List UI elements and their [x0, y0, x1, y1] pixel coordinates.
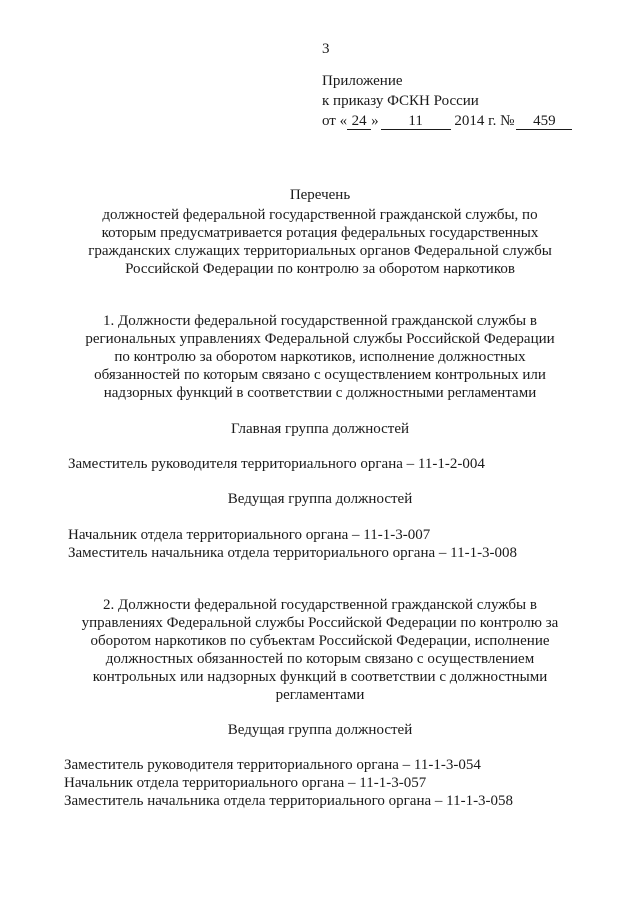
subtitle-line: которым предусматривается ротация федеральных государственных: [101, 225, 539, 241]
section-2-line: управлениях Федеральной службы Российской Федерации по контролю за: [81, 615, 559, 631]
section-1-line: надзорных функций в соответствии с должностными регламентами: [103, 385, 537, 401]
section-1-line: по контролю за оборотом наркотиков, исполнение должностных: [114, 349, 526, 365]
subtitle-line: должностей федеральной государственной гражданской службы, по: [102, 207, 538, 223]
section-2-heading: [0, 596, 640, 704]
position-item: Заместитель начальника отдела территориального органа – 11-1-3-058: [64, 793, 514, 809]
position-item: Начальник отдела территориального органа – 11-1-3-057: [64, 775, 427, 791]
position-item: Заместитель руководителя территориального органа – 11-1-2-004: [68, 456, 485, 472]
annex-date-line: [322, 112, 572, 130]
date-month: 11: [381, 114, 451, 130]
section-1-leading-group: Ведущая группа должностей: [227, 491, 413, 507]
section-2-line: должностных обязанностей по которым связано с осуществлением: [105, 651, 535, 667]
section-2-leading-group: Ведущая группа должностей: [227, 722, 413, 738]
position-item: Начальник отдела территориального органа – 11-1-3-007: [68, 527, 431, 543]
section-1-main-group: Главная группа должностей: [230, 421, 410, 437]
section-1-line: региональных управлениях Федеральной службы Российской Федерации: [85, 331, 555, 347]
page-number: 3: [322, 41, 330, 57]
list-title: Перечень: [289, 187, 351, 203]
date-day: 24: [347, 114, 371, 130]
annex-title: Приложение: [322, 73, 403, 89]
date-prefix: от «: [322, 113, 348, 129]
date-year: 2014 г. №: [454, 113, 515, 129]
list-subtitle: [0, 206, 640, 278]
section-2-line: контрольных или надзорных функций в соответствии с должностными: [92, 669, 548, 685]
position-item: Заместитель руководителя территориального органа – 11-1-3-054: [64, 757, 481, 773]
section-2-line: регламентами: [275, 687, 365, 703]
section-1-line: обязанностей по которым связано с осуществлением контрольных или: [94, 367, 546, 383]
annex-order-ref: к приказу ФСКН России: [322, 93, 479, 109]
order-number: 459: [516, 114, 572, 130]
section-1-heading: [0, 312, 640, 402]
section-2-line: 2. Должности федеральной государственной гражданской службы в: [103, 597, 537, 613]
subtitle-line: гражданских служащих территориальных органов Федеральной службы: [88, 243, 552, 259]
section-1-line: 1. Должности федеральной государственной гражданской службы в: [103, 313, 537, 329]
position-item: Заместитель начальника отдела территориального органа – 11-1-3-008: [68, 545, 518, 561]
date-day-close: »: [371, 113, 379, 129]
section-2-line: оборотом наркотиков по субъектам Российской Федерации, исполнение: [90, 633, 550, 649]
subtitle-line: Российской Федерации по контролю за оборотом наркотиков: [125, 261, 515, 277]
